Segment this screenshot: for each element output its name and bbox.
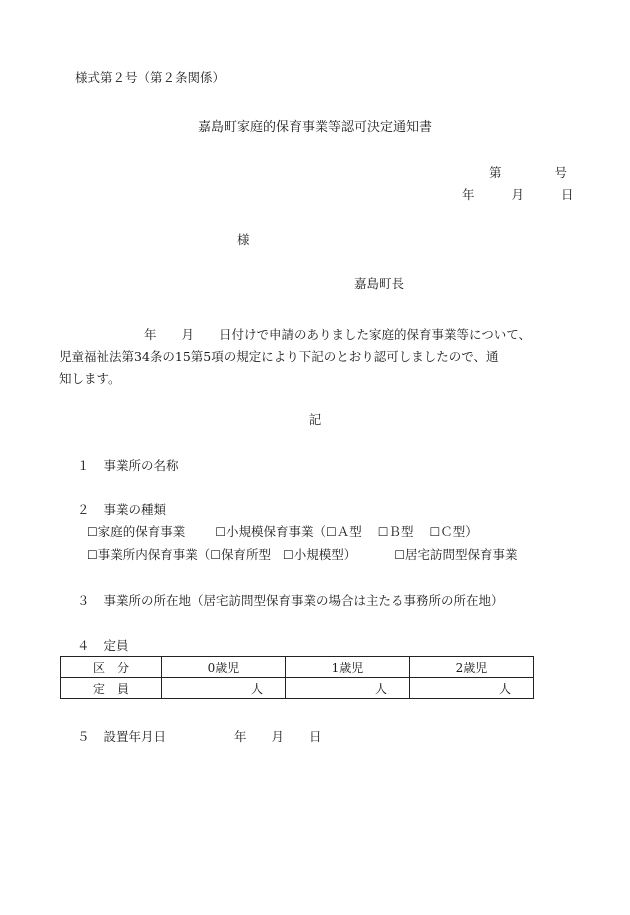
checkbox-icon[interactable]: ☐ xyxy=(429,525,441,539)
checkbox-icon[interactable]: ☐ xyxy=(87,525,98,539)
item-label: 定員 xyxy=(103,638,129,653)
option-type-a: Ａ型 xyxy=(336,524,362,539)
item-number: ３ xyxy=(77,593,90,608)
checkbox-icon[interactable]: ☐ xyxy=(377,525,389,539)
item-label: 設置年月日 xyxy=(103,729,167,744)
body-line-2: 児童福祉法第34条の15第5項の規定により下記のとおり認可しましたので、通 xyxy=(59,349,499,364)
table-row xyxy=(61,678,534,699)
option-nursery-type: 保育所型 xyxy=(221,547,272,562)
document-title: 嘉島町家庭的保育事業等認可決定通知書 xyxy=(197,120,432,135)
header-age-2: 2歳児 xyxy=(410,657,534,678)
checkbox-icon[interactable]: ☐ xyxy=(283,548,294,562)
number-go: 号 xyxy=(554,165,567,180)
capacity-age-1-cell[interactable]: 人 xyxy=(286,678,410,699)
option-type-b: Ｂ型 xyxy=(388,524,414,539)
option-workplace: 事業所内保育事業（ xyxy=(97,547,211,562)
date-year: 年 xyxy=(462,187,475,202)
date-day: 日 xyxy=(560,187,574,202)
option-family-childcare: 家庭的保育事業 xyxy=(97,524,186,539)
item-number: ５ xyxy=(77,729,90,744)
checkbox-icon[interactable]: ☐ xyxy=(394,548,406,562)
item-facility-name xyxy=(77,460,179,473)
row-label-capacity: 定 員 xyxy=(61,678,162,699)
table-header-row xyxy=(61,657,534,678)
business-type-row-2 xyxy=(87,549,518,562)
capacity-age-0-cell[interactable]: 人 xyxy=(162,678,286,699)
notice-body xyxy=(59,324,579,390)
body-line-3: 知します。 xyxy=(59,371,121,386)
item-number: ２ xyxy=(77,502,90,517)
header-age-1: 1歳児 xyxy=(286,657,410,678)
issuer: 嘉島町長 xyxy=(354,276,405,291)
business-type-row-1 xyxy=(87,526,478,539)
item-facility-address xyxy=(77,595,504,608)
body-line-1: 年 月 日付けで申請のありました家庭的保育事業等について、 xyxy=(144,327,532,342)
form-number: 様式第２号（第２条関係） xyxy=(75,70,226,85)
item-label: 事業所の所在地（居宅訪問型保育事業の場合は主たる事務所の所在地） xyxy=(103,593,504,608)
item-business-type xyxy=(77,504,166,517)
option-small-type: 小規模型） xyxy=(293,547,357,562)
item-establishment-date xyxy=(77,731,322,744)
capacity-age-2-cell[interactable]: 人 xyxy=(410,678,534,699)
item-label: 事業の種類 xyxy=(103,502,167,517)
option-type-c: Ｃ型） xyxy=(440,524,478,539)
date-month: 月 xyxy=(511,187,524,202)
header-category: 区 分 xyxy=(61,657,162,678)
option-home-visit: 居宅訪問型保育事業 xyxy=(405,547,518,562)
checkbox-icon[interactable]: ☐ xyxy=(326,525,337,539)
item-number: １ xyxy=(77,458,90,473)
addressee-suffix: 様 xyxy=(237,232,250,247)
document-number-line xyxy=(489,167,567,180)
number-dai: 第 xyxy=(489,165,502,180)
option-small-scale: 小規模保育事業（ xyxy=(226,524,327,539)
item-label: 事業所の名称 xyxy=(103,458,179,473)
item-number: ４ xyxy=(77,638,90,653)
checkbox-icon[interactable]: ☐ xyxy=(215,525,227,539)
checkbox-icon[interactable]: ☐ xyxy=(87,548,98,562)
ki-heading: 記 xyxy=(308,412,322,427)
checkbox-icon[interactable]: ☐ xyxy=(210,548,222,562)
item-capacity xyxy=(77,640,129,653)
document-date-line xyxy=(462,189,573,202)
header-age-0: 0歳児 xyxy=(162,657,286,678)
capacity-table xyxy=(60,656,534,699)
establishment-date-value: 年 月 日 xyxy=(234,729,322,744)
